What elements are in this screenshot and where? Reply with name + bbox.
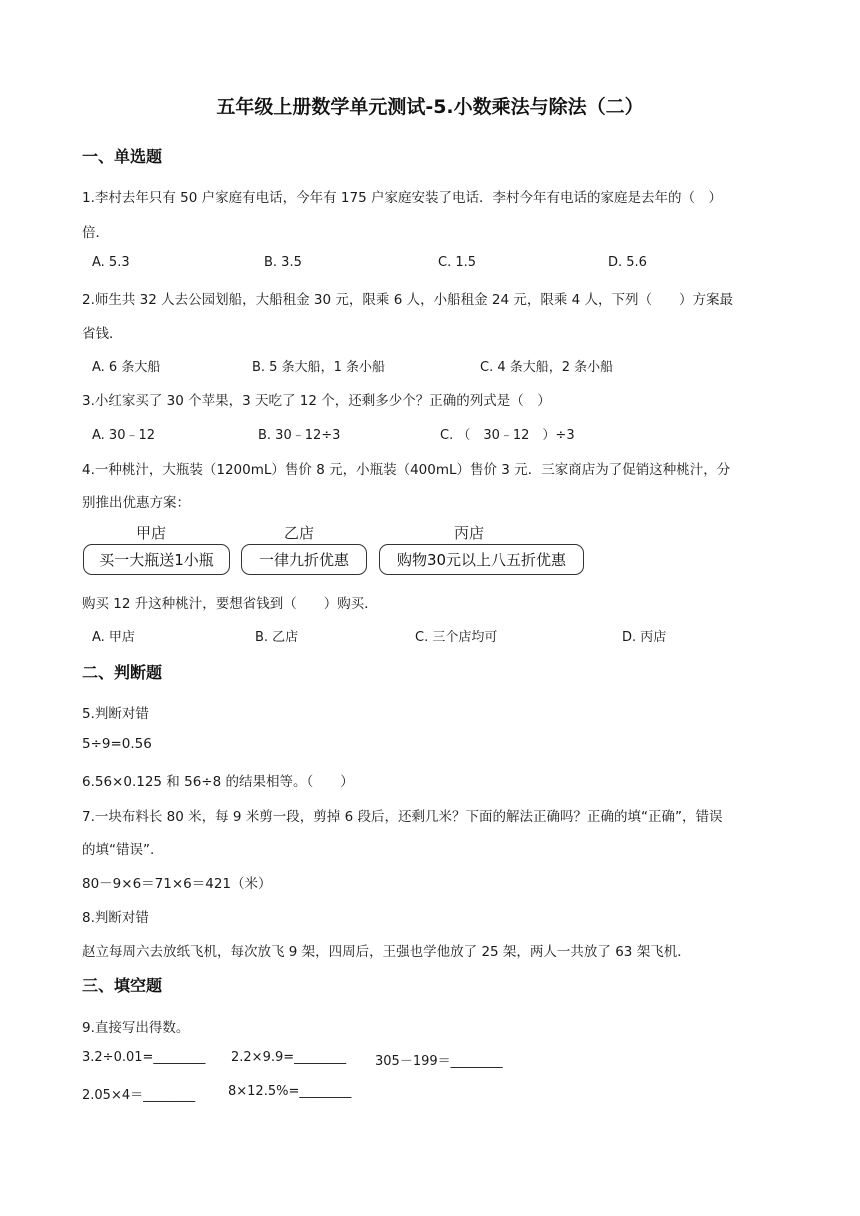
question-9-item-4[interactable]: 2.05×4＝________ — [82, 1088, 196, 1103]
shop-jia-label: 甲店 — [136, 524, 167, 542]
question-5-line-1: 5.判断对错 — [82, 706, 149, 722]
question-7-line-3: 80－9×6＝71×6＝421（米） — [82, 876, 272, 892]
section-heading-single-choice: 一、单选题 — [82, 147, 163, 166]
question-8-line-1: 8.判断对错 — [82, 910, 149, 926]
page-title: 五年级上册数学单元测试-5.小数乘法与除法（二） — [216, 96, 644, 118]
question-9-item-2[interactable]: 2.2×9.9=________ — [231, 1050, 347, 1065]
question-4-option-b[interactable]: B. 乙店 — [255, 630, 299, 645]
question-9-line-1: 9.直接写出得数。 — [82, 1020, 190, 1036]
question-1-line-1: 1.李村去年只有 50 户家庭有电话，今年有 175 户家庭安装了电话．李村今年有电话的家庭是去年的（ ） — [82, 190, 722, 206]
shop-bing-label: 丙店 — [454, 524, 485, 542]
question-1-option-b[interactable]: B. 3.5 — [264, 255, 302, 270]
question-9-item-3[interactable]: 305－199＝________ — [375, 1054, 503, 1069]
question-3-option-c[interactable]: C. （ 30﹣12 ）÷3 — [440, 428, 575, 443]
question-2-option-c[interactable]: C. 4 条大船，2 条小船 — [480, 360, 614, 375]
question-6-line-1: 6.56×0.125 和 56÷8 的结果相等。（ ） — [82, 774, 354, 790]
question-4-line-2: 别推出优惠方案： — [82, 495, 190, 511]
question-3-option-a[interactable]: A. 30﹣12 — [92, 428, 156, 443]
question-3-option-b[interactable]: B. 30﹣12÷3 — [258, 428, 341, 443]
section-heading-true-false: 二、判断题 — [82, 663, 163, 682]
section-heading-fill-blank: 三、填空题 — [82, 976, 163, 995]
question-2-line-2: 省钱． — [82, 326, 123, 342]
question-2-option-b[interactable]: B. 5 条大船，1 条小船 — [252, 360, 385, 375]
question-4-line-1: 4.一种桃汁，大瓶装（1200mL）售价 8 元，小瓶装（400mL）售价 3 元．三家商店为了促销这种桃汁，分 — [82, 462, 731, 478]
question-4-line-3: 购买 12 升这种桃汁，要想省钱到（ ）购买． — [82, 596, 378, 612]
question-4-option-a[interactable]: A. 甲店 — [92, 630, 135, 645]
shop-bing-offer-box: 购物30元以上八五折优惠 — [379, 544, 584, 575]
question-1-option-c[interactable]: C. 1.5 — [438, 255, 477, 270]
question-8-line-2: 赵立每周六去放纸飞机，每次放飞 9 架，四周后，王强也学他放了 25 架，两人一共放了 63 架飞机． — [82, 944, 691, 960]
question-2-line-1: 2.师生共 32 人去公园划船，大船租金 30 元，限乘 6 人，小船租金 24 元，限乘 4 人，下列（ ）方案最 — [82, 292, 734, 308]
question-4-option-d[interactable]: D. 丙店 — [622, 630, 667, 645]
question-5-line-2: 5÷9=0.56 — [82, 736, 152, 752]
question-7-line-2: 的填“错误”. — [82, 842, 155, 858]
question-7-line-1: 7.一块布料长 80 米，每 9 米剪一段，剪掉 6 段后，还剩几米？下面的解法正确吗？正确的填“正确”，错误 — [82, 809, 723, 825]
question-9-item-1[interactable]: 3.2÷0.01=________ — [82, 1050, 206, 1065]
question-4-option-c[interactable]: C. 三个店均可 — [415, 630, 498, 645]
question-1-option-d[interactable]: D. 5.6 — [608, 255, 647, 270]
question-9-item-5[interactable]: 8×12.5%=________ — [228, 1084, 352, 1099]
shop-jia-offer-box: 买一大瓶送1小瓶 — [83, 544, 230, 575]
shop-yi-label: 乙店 — [284, 524, 315, 542]
question-2-option-a[interactable]: A. 6 条大船 — [92, 360, 161, 375]
question-1-line-2: 倍． — [82, 225, 109, 241]
question-3-line-1: 3.小红家买了 30 个苹果，3 天吃了 12 个，还剩多少个？正确的列式是（ ） — [82, 393, 551, 409]
shop-yi-offer-box: 一律九折优惠 — [241, 544, 367, 575]
question-1-option-a[interactable]: A. 5.3 — [92, 255, 130, 270]
